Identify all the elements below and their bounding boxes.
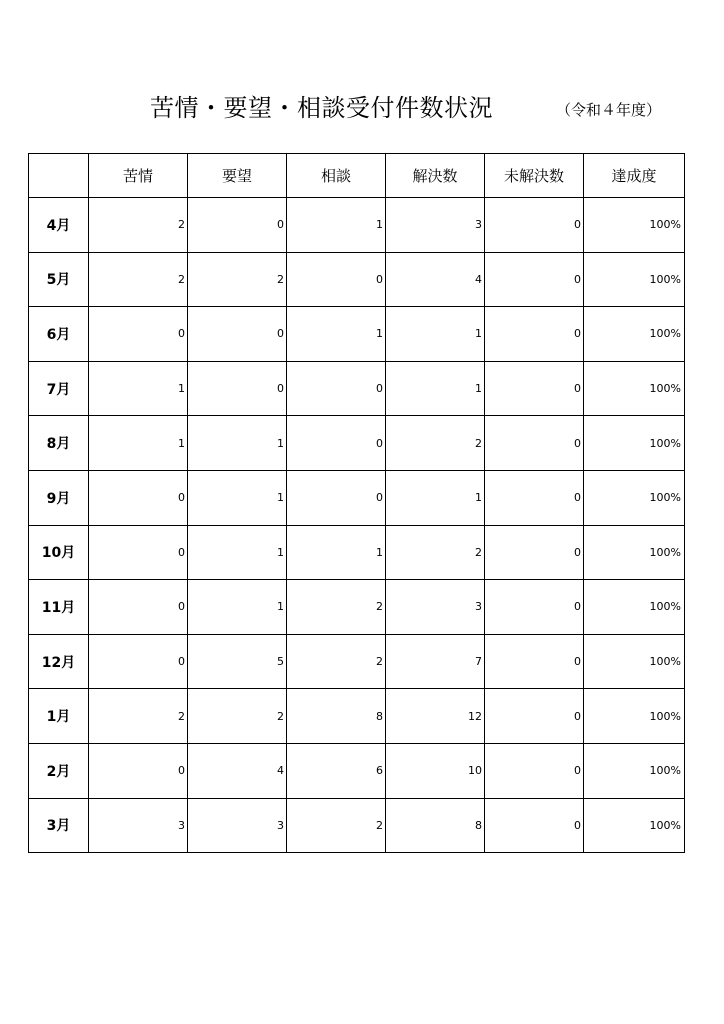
header-corner: [29, 154, 89, 198]
table-row: [29, 798, 685, 853]
requests-cell: 1: [188, 470, 287, 525]
month-cell: 2月: [29, 743, 89, 798]
unresolved-cell: 0: [485, 307, 584, 362]
consultations-cell: 2: [287, 580, 386, 635]
table-row: [29, 580, 685, 635]
resolved-cell: 8: [386, 798, 485, 853]
rate-cell: 100%: [584, 198, 685, 253]
resolved-cell: 1: [386, 361, 485, 416]
resolved-cell: 1: [386, 307, 485, 362]
unresolved-cell: 0: [485, 634, 584, 689]
unresolved-cell: 0: [485, 525, 584, 580]
month-cell: 8月: [29, 416, 89, 471]
resolved-cell: 3: [386, 580, 485, 635]
page-title: 苦情・要望・相談受付件数状況: [150, 94, 493, 122]
rate-cell: 100%: [584, 689, 685, 744]
month-cell: 7月: [29, 361, 89, 416]
month-cell: 11月: [29, 580, 89, 635]
complaints-cell: 0: [89, 307, 188, 362]
consultations-cell: 1: [287, 525, 386, 580]
requests-cell: 0: [188, 198, 287, 253]
unresolved-cell: 0: [485, 580, 584, 635]
requests-cell: 2: [188, 689, 287, 744]
unresolved-cell: 0: [485, 470, 584, 525]
requests-cell: 5: [188, 634, 287, 689]
table-row: [29, 634, 685, 689]
complaints-cell: 2: [89, 252, 188, 307]
rate-cell: 100%: [584, 416, 685, 471]
month-cell: 6月: [29, 307, 89, 362]
month-cell: 5月: [29, 252, 89, 307]
unresolved-cell: 0: [485, 252, 584, 307]
rate-cell: 100%: [584, 252, 685, 307]
table-row: [29, 689, 685, 744]
rate-cell: 100%: [584, 743, 685, 798]
table-row: [29, 307, 685, 362]
complaints-cell: 0: [89, 743, 188, 798]
unresolved-cell: 0: [485, 798, 584, 853]
month-cell: 1月: [29, 689, 89, 744]
header-complaints: 苦情: [89, 154, 188, 198]
resolved-cell: 2: [386, 416, 485, 471]
consultations-cell: 8: [287, 689, 386, 744]
rate-cell: 100%: [584, 470, 685, 525]
resolved-cell: 10: [386, 743, 485, 798]
requests-cell: 2: [188, 252, 287, 307]
unresolved-cell: 0: [485, 743, 584, 798]
resolved-cell: 3: [386, 198, 485, 253]
rate-cell: 100%: [584, 525, 685, 580]
consultations-cell: 0: [287, 416, 386, 471]
consultations-cell: 6: [287, 743, 386, 798]
table-row: [29, 470, 685, 525]
requests-cell: 4: [188, 743, 287, 798]
consultations-cell: 1: [287, 198, 386, 253]
header-consultations: 相談: [287, 154, 386, 198]
month-cell: 3月: [29, 798, 89, 853]
month-cell: 10月: [29, 525, 89, 580]
resolved-cell: 1: [386, 470, 485, 525]
rate-cell: 100%: [584, 634, 685, 689]
resolved-cell: 7: [386, 634, 485, 689]
complaints-cell: 0: [89, 634, 188, 689]
unresolved-cell: 0: [485, 361, 584, 416]
requests-cell: 1: [188, 580, 287, 635]
consultations-cell: 2: [287, 798, 386, 853]
unresolved-cell: 0: [485, 689, 584, 744]
consultations-cell: 0: [287, 470, 386, 525]
header-achievement-rate: 達成度: [584, 154, 685, 198]
table-row: [29, 198, 685, 253]
resolved-cell: 12: [386, 689, 485, 744]
unresolved-cell: 0: [485, 416, 584, 471]
month-cell: 9月: [29, 470, 89, 525]
complaints-cell: 3: [89, 798, 188, 853]
requests-cell: 3: [188, 798, 287, 853]
requests-cell: 0: [188, 307, 287, 362]
fiscal-year-label: （令和４年度）: [556, 101, 662, 119]
header-row: [29, 154, 685, 198]
header-resolved: 解決数: [386, 154, 485, 198]
complaints-cell: 0: [89, 470, 188, 525]
complaints-cell: 2: [89, 198, 188, 253]
table-row: [29, 525, 685, 580]
rate-cell: 100%: [584, 361, 685, 416]
rate-cell: 100%: [584, 798, 685, 853]
header-unresolved: 未解決数: [485, 154, 584, 198]
consultations-cell: 0: [287, 361, 386, 416]
header-requests: 要望: [188, 154, 287, 198]
resolved-cell: 2: [386, 525, 485, 580]
complaints-cell: 1: [89, 361, 188, 416]
unresolved-cell: 0: [485, 198, 584, 253]
complaints-cell: 0: [89, 525, 188, 580]
report-table: [28, 153, 685, 853]
consultations-cell: 0: [287, 252, 386, 307]
complaints-cell: 2: [89, 689, 188, 744]
complaints-cell: 1: [89, 416, 188, 471]
complaints-cell: 0: [89, 580, 188, 635]
rate-cell: 100%: [584, 307, 685, 362]
month-cell: 12月: [29, 634, 89, 689]
month-cell: 4月: [29, 198, 89, 253]
table-row: [29, 252, 685, 307]
table-row: [29, 416, 685, 471]
requests-cell: 1: [188, 525, 287, 580]
consultations-cell: 2: [287, 634, 386, 689]
table-row: [29, 361, 685, 416]
requests-cell: 1: [188, 416, 287, 471]
rate-cell: 100%: [584, 580, 685, 635]
table-row: [29, 743, 685, 798]
consultations-cell: 1: [287, 307, 386, 362]
requests-cell: 0: [188, 361, 287, 416]
resolved-cell: 4: [386, 252, 485, 307]
